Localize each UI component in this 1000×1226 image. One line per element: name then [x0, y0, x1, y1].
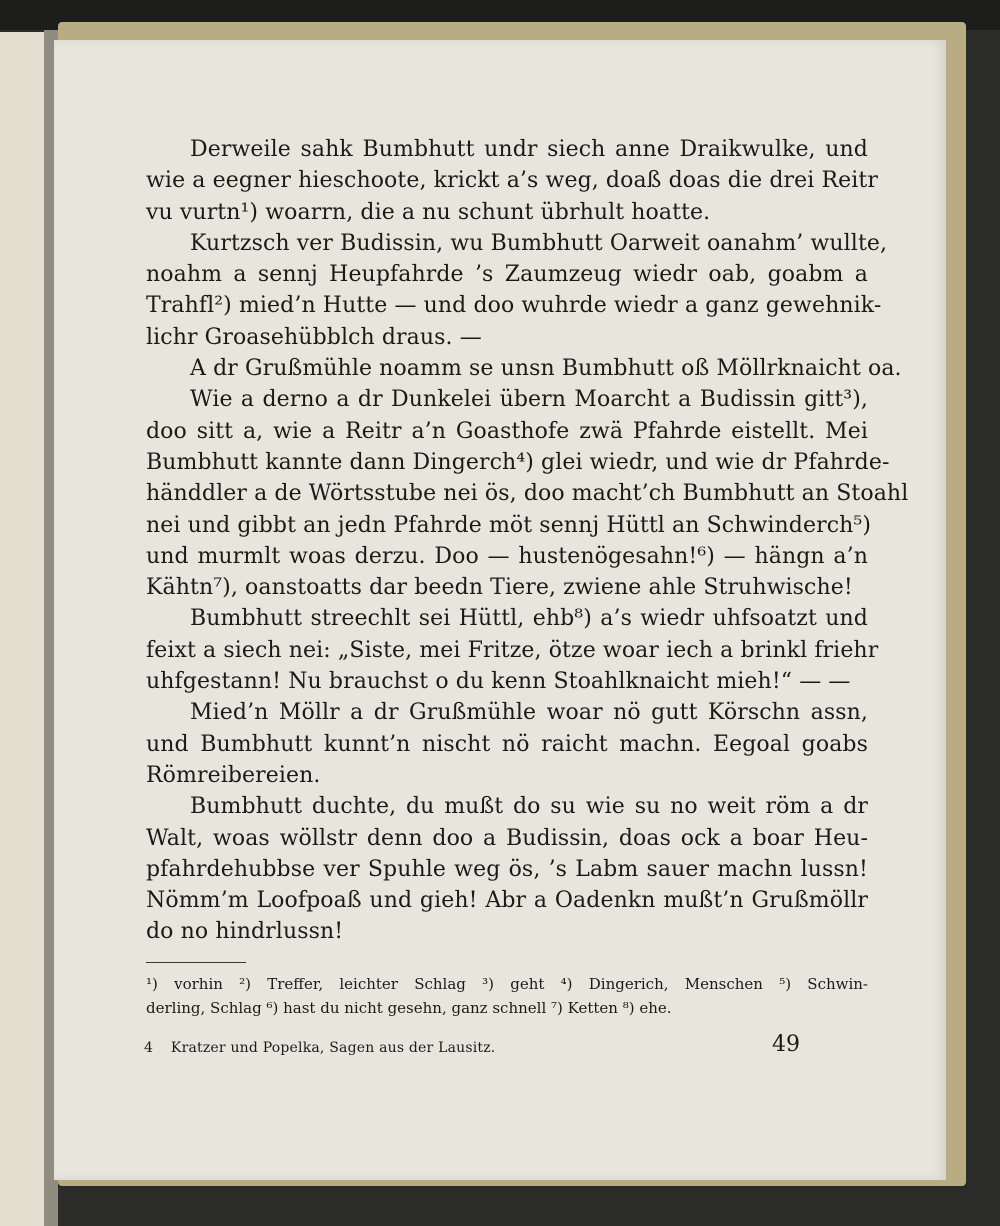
text-line: Bumbhutt streechlt sei Hüttl, ehb⁸) a’s wiedr uhfsoatzt und: [190, 606, 868, 632]
book-page: [54, 40, 946, 1180]
text-line: pfahrdehubbse ver Spuhle weg ös, ’s Labm sauer machn lussn!: [146, 856, 868, 882]
text-line: Derweile sahk Bumbhutt undr siech anne Draikwulke, und: [190, 137, 868, 162]
signature-number: 4: [144, 1040, 153, 1056]
footnote-line: derling, Schlag ⁶) hast du nicht gesehn, ganz schnell ⁷) Ketten ⁸) ehe.: [146, 999, 672, 1017]
text-line: Trahfl²) mied’n Hutte — und doo wuhrde wiedr a ganz gewehnik-: [146, 293, 882, 319]
footnote-divider: [146, 962, 246, 963]
text-line: lichr Groasehübblch draus. —: [146, 324, 482, 350]
left-facing-page-edge: [0, 32, 46, 1226]
text-line: do no hindrlussn!: [146, 919, 344, 945]
text-line: doo sitt a, wie a Reitr a’n Goasthofe zwä Pfahrde eistellt. Mei: [146, 418, 868, 444]
text-line: und murmlt woas derzu. Doo — hustenögesahn!⁶) — hängn a’n: [146, 543, 868, 569]
text-line: Bumbhutt kannte dann Dingerch⁴) glei wiedr, und wie dr Pfahrde-: [146, 449, 890, 475]
signature-title: Kratzer und Popelka, Sagen aus der Lausitz.: [170, 1040, 496, 1056]
text-line: Nömm’m Loofpoaß und gieh! Abr a Oadenkn mußt’n Grußmöllr: [146, 888, 868, 914]
text-line: Römreibereien.: [146, 762, 321, 788]
text-line: A dr Grußmühle noamm se unsn Bumbhutt oß Möllrknaicht oa.: [190, 356, 902, 382]
printer-signature: [144, 1040, 495, 1056]
text-line: Bumbhutt duchte, du mußt do su wie su no weit röm a dr: [190, 794, 868, 820]
footnotes: [146, 972, 868, 1020]
text-line: Kurtzsch ver Budissin, wu Bumbhutt Oarweit oanahm’ wullte,: [190, 230, 888, 256]
text-line: feixt a siech nei: „Siste, mei Fritze, ötze woar iech a brinkl friehr: [146, 637, 879, 663]
page-number: 49: [772, 1032, 800, 1057]
text-line: Kähtn⁷), oanstoatts dar beedn Tiere, zwiene ahle Struhwische!: [146, 575, 853, 601]
text-line: Walt, woas wöllstr denn doo a Budissin, doas ock a boar Heu-: [146, 825, 868, 851]
text-line: Wie a derno a dr Dunkelei übern Moarcht a Budissin gitt³),: [190, 387, 868, 413]
text-line: vu vurtn¹) woarrn, die a nu schunt übrhult hoatte.: [146, 199, 711, 225]
text-line: und Bumbhutt kunnt’n nischt nö raicht machn. Eegoal goabs: [146, 731, 868, 757]
text-line: nei und gibbt an jedn Pfahrde möt sennj Hüttl an Schwinderch⁵): [146, 512, 872, 538]
text-line: händdler a de Wörtsstube nei ös, doo macht’ch Bumbhutt an Stoahl: [146, 481, 909, 507]
footnote-line: ¹) vorhin ²) Treffer, leichter Schlag ³) geht ⁴) Dingerich, Menschen ⁵) Schwin-: [146, 975, 868, 993]
text-line: noahm a sennj Heupfahrde ’s Zaumzeug wiedr oab, goabm a: [146, 262, 868, 288]
text-line: wie a eegner hieschoote, krickt a’s weg, doaß doas die drei Reitr: [146, 168, 878, 194]
text-line: uhfgestann! Nu brauchst o du kenn Stoahlknaicht mieh!“ — —: [146, 669, 851, 695]
body-text: [146, 134, 909, 948]
text-line: Mied’n Möllr a dr Grußmühle woar nö gutt Körschn assn,: [190, 700, 868, 726]
